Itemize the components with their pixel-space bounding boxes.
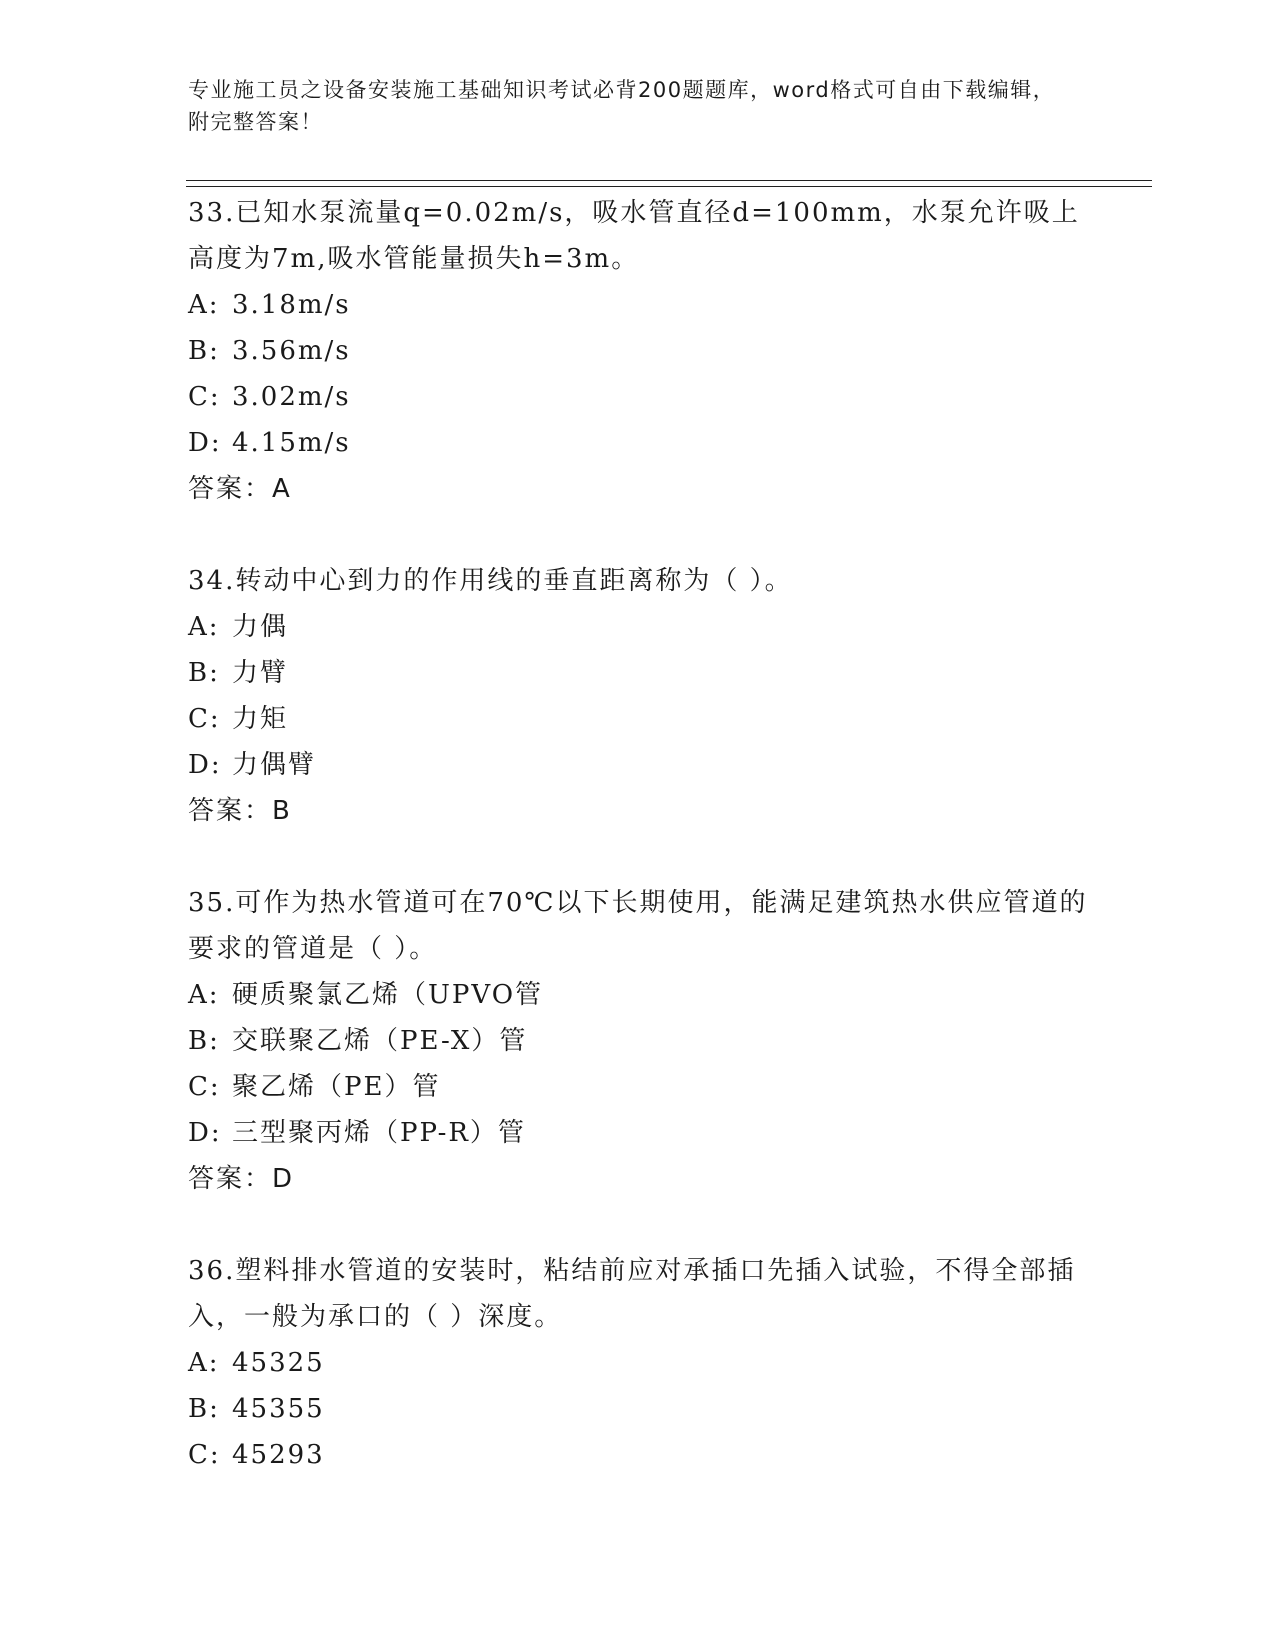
question-stem: 33.已知水泵流量q=0.02m/s，吸水管直径d=100mm，水泵允许吸上高度为7m,吸水管能量损失h=3m。 [188, 198, 1080, 274]
question-36 [188, 1248, 1088, 1478]
option-letter: A: [188, 290, 220, 320]
option-text: 交联聚乙烯（PE-X）管 [232, 1026, 528, 1056]
answer-line: 答案：A [188, 474, 292, 504]
option-text: 4.15m/s [232, 428, 351, 458]
question-stem: 36.塑料排水管道的安装时，粘结前应对承插口先插入试验，不得全部插入，一般为承口的（ ）深度。 [188, 1256, 1076, 1332]
option-a [188, 1340, 1088, 1386]
option-text: 3.18m/s [232, 290, 351, 320]
option-text: 力偶 [232, 612, 289, 642]
option-letter: A: [188, 1348, 220, 1378]
option-letter: C: [188, 1440, 221, 1470]
option-c [188, 696, 1088, 742]
option-text: 三型聚丙烯（PP-R）管 [232, 1118, 526, 1148]
option-c [188, 1064, 1088, 1110]
option-text: 力偶臂 [232, 750, 317, 780]
question-stem: 35.可作为热水管道可在70℃以下长期使用，能满足建筑热水供应管道的要求的管道是（ ）。 [188, 888, 1088, 964]
option-b [188, 650, 1088, 696]
option-a [188, 604, 1088, 650]
option-text: 力矩 [232, 704, 289, 734]
option-letter: A: [188, 612, 220, 642]
option-text: 45293 [232, 1440, 325, 1470]
option-text: 硬质聚氯乙烯（UPVO管 [232, 980, 544, 1010]
question-stem: 34.转动中心到力的作用线的垂直距离称为（ ）。 [188, 566, 793, 596]
option-letter: D: [188, 750, 222, 780]
answer-line: 答案：D [188, 1164, 295, 1194]
option-b [188, 1018, 1088, 1064]
option-text: 力臂 [232, 658, 289, 688]
question-35 [188, 880, 1088, 1202]
option-letter: B: [188, 1394, 220, 1424]
option-letter: C: [188, 1072, 221, 1102]
option-d [188, 420, 1088, 466]
option-letter: B: [188, 658, 220, 688]
option-letter: C: [188, 382, 221, 412]
option-a [188, 282, 1088, 328]
option-d [188, 742, 1088, 788]
option-c [188, 1432, 1088, 1478]
option-letter: D: [188, 1118, 222, 1148]
option-d [188, 1110, 1088, 1156]
question-33 [188, 190, 1088, 512]
option-b [188, 1386, 1088, 1432]
option-text: 45325 [232, 1348, 325, 1378]
option-a [188, 972, 1088, 1018]
option-text: 3.02m/s [232, 382, 351, 412]
option-letter: A: [188, 980, 220, 1010]
document-header: 专业施工员之设备安装施工基础知识考试必背200题题库，word格式可自由下载编辑，附完整答案！ [188, 78, 1056, 134]
header-rule-top [186, 180, 1152, 181]
option-letter: D: [188, 428, 222, 458]
option-letter: B: [188, 1026, 220, 1056]
header-rule-bottom [186, 186, 1152, 187]
option-text: 聚乙烯（PE）管 [232, 1072, 441, 1102]
question-list [188, 190, 1088, 1478]
option-text: 3.56m/s [232, 336, 351, 366]
option-letter: B: [188, 336, 220, 366]
option-c [188, 374, 1088, 420]
option-letter: C: [188, 704, 221, 734]
option-b [188, 328, 1088, 374]
option-text: 45355 [232, 1394, 325, 1424]
answer-line: 答案：B [188, 796, 292, 826]
question-34 [188, 558, 1088, 834]
